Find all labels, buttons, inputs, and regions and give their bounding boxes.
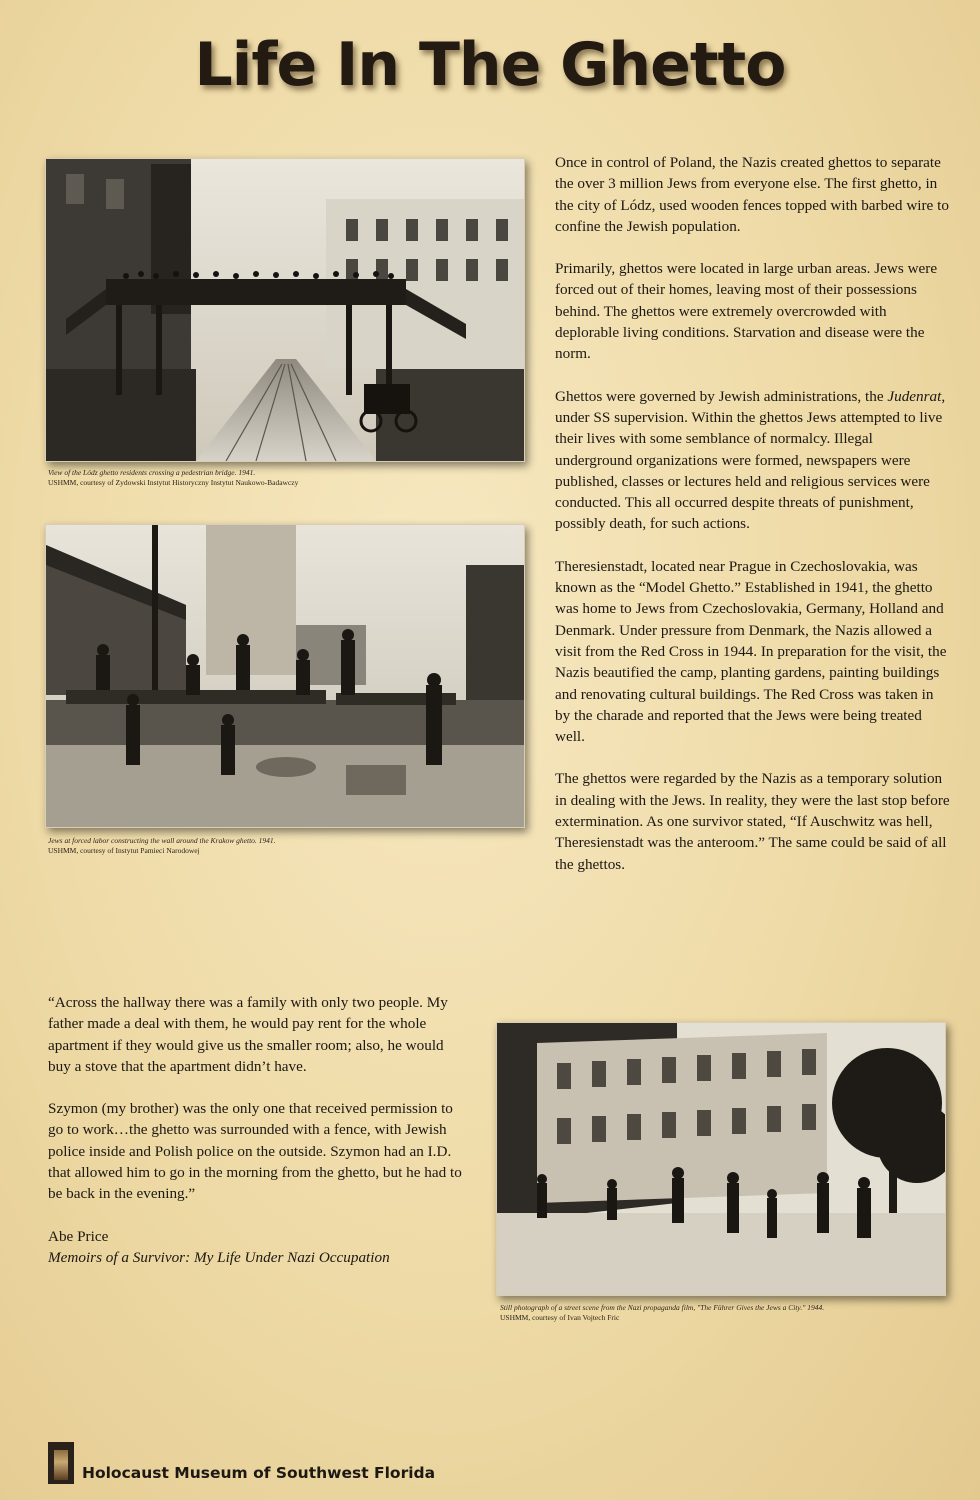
museum-name: Holocaust Museum of Southwest Florida: [82, 1464, 436, 1482]
paragraph-conclusion: The ghettos were regarded by the Nazis as a temporary solution in dealing with the Jews. In reality, they were the last stop before extermination. As one survivor stated, “If Auschwitz was hell, Theresienstadt was the anteroom.” The same could be said of all the ghettos.: [555, 770, 950, 873]
paragraph-intro: Once in control of Poland, the Nazis created ghettos to separate the over 3 million Jews from everyone else. The first ghetto, in the city of Lódz, used wooden fences topped with barbed wire to confine the Jewish population.: [555, 154, 949, 235]
quote-paragraph-1: “Across the hallway there was a family with only two people. My father made a deal with them, he would pay rent for the whole apartment if they would give us the smaller room; also, he would buy a stove that the apartment didn’t have.: [48, 994, 448, 1075]
caption-credit: USHMM, courtesy of Ivan Vojtech Fric: [500, 1313, 620, 1322]
lodz-bridge-image: [46, 159, 524, 461]
caption-description: Still photograph of a street scene from the Nazi propaganda film, "The Führer Gives the Jews a City." 1944.: [500, 1303, 825, 1312]
photo-caption-lodz: [48, 468, 518, 488]
caption-credit: USHMM, courtesy of Instytut Pamieci Narodowej: [48, 846, 200, 855]
paragraph-judenrat: Ghettos were governed by Jewish administrations, the Judenrat, under SS supervision. Within the ghettos Jews attempted to live their lives with some semblance of normalcy. Illegal underground organizations were formed, newspapers were published, classes or lectures held and religious services were conducted. This all occurred despite threats of punishment, possibly death, for such actions.: [555, 387, 946, 533]
photo-krakow-wall: [45, 524, 525, 828]
photo-theresienstadt-street: [496, 1022, 946, 1296]
paragraph-urban-areas: Primarily, ghettos were located in large urban areas. Jews were forced out of their homes, leaving most of their possessions behind. The ghettos were extremely overcrowded with deplorable living conditions. Starvation and disease were the norm.: [555, 260, 938, 363]
quote-author: Abe Price: [48, 1227, 109, 1245]
caption-description: View of the Lódz ghetto residents crossing a pedestrian bridge. 1941.: [48, 468, 256, 477]
main-body-text: [555, 152, 950, 896]
photo-caption-theresienstadt: [500, 1303, 940, 1323]
caption-credit: USHMM, courtesy of Zydowski Instytut Historyczny Instytut Naukowo-Badawczy: [48, 478, 299, 487]
quote-source: Memoirs of a Survivor: My Life Under Nazi Occupation: [48, 1248, 390, 1266]
quote-attribution: [48, 1226, 468, 1269]
museum-footer: [48, 1440, 435, 1484]
krakow-wall-image: [46, 525, 524, 827]
judenrat-term: Judenrat: [887, 387, 942, 405]
museum-logo-icon: [48, 1442, 74, 1484]
survivor-quote: [48, 992, 468, 1268]
page-title: Life In The Ghetto: [194, 30, 786, 100]
photo-lodz-bridge: [45, 158, 525, 462]
paragraph-theresienstadt: Theresienstadt, located near Prague in Czechoslovakia, was known as the “Model Ghetto.” Established in 1941, the ghetto was home to Jews from Czechoslovakia, Germany, Holland and Denmark. Under pressure from Denmark, the Nazis allowed a visit from the Red Cross in 1944. In preparation for the visit, the Nazis beautified the camp, planting gardens, painting buildings and renovating cultural buildings. The Red Cross was taken in by the charade and reported that the Jews were being treated well.: [555, 557, 947, 746]
photo-caption-krakow: [48, 836, 518, 856]
theresienstadt-street-image: [497, 1023, 945, 1295]
quote-paragraph-2: Szymon (my brother) was the only one that received permission to go to work…the ghetto was surrounded with a fence, with Jewish police inside and Polish police on the outside. Szymon had an I.D. that allowed him to go in the morning from the ghetto, but he had to be back in the evening.”: [48, 1100, 462, 1203]
caption-description: Jews at forced labor constructing the wall around the Krakow ghetto. 1941.: [48, 836, 276, 845]
